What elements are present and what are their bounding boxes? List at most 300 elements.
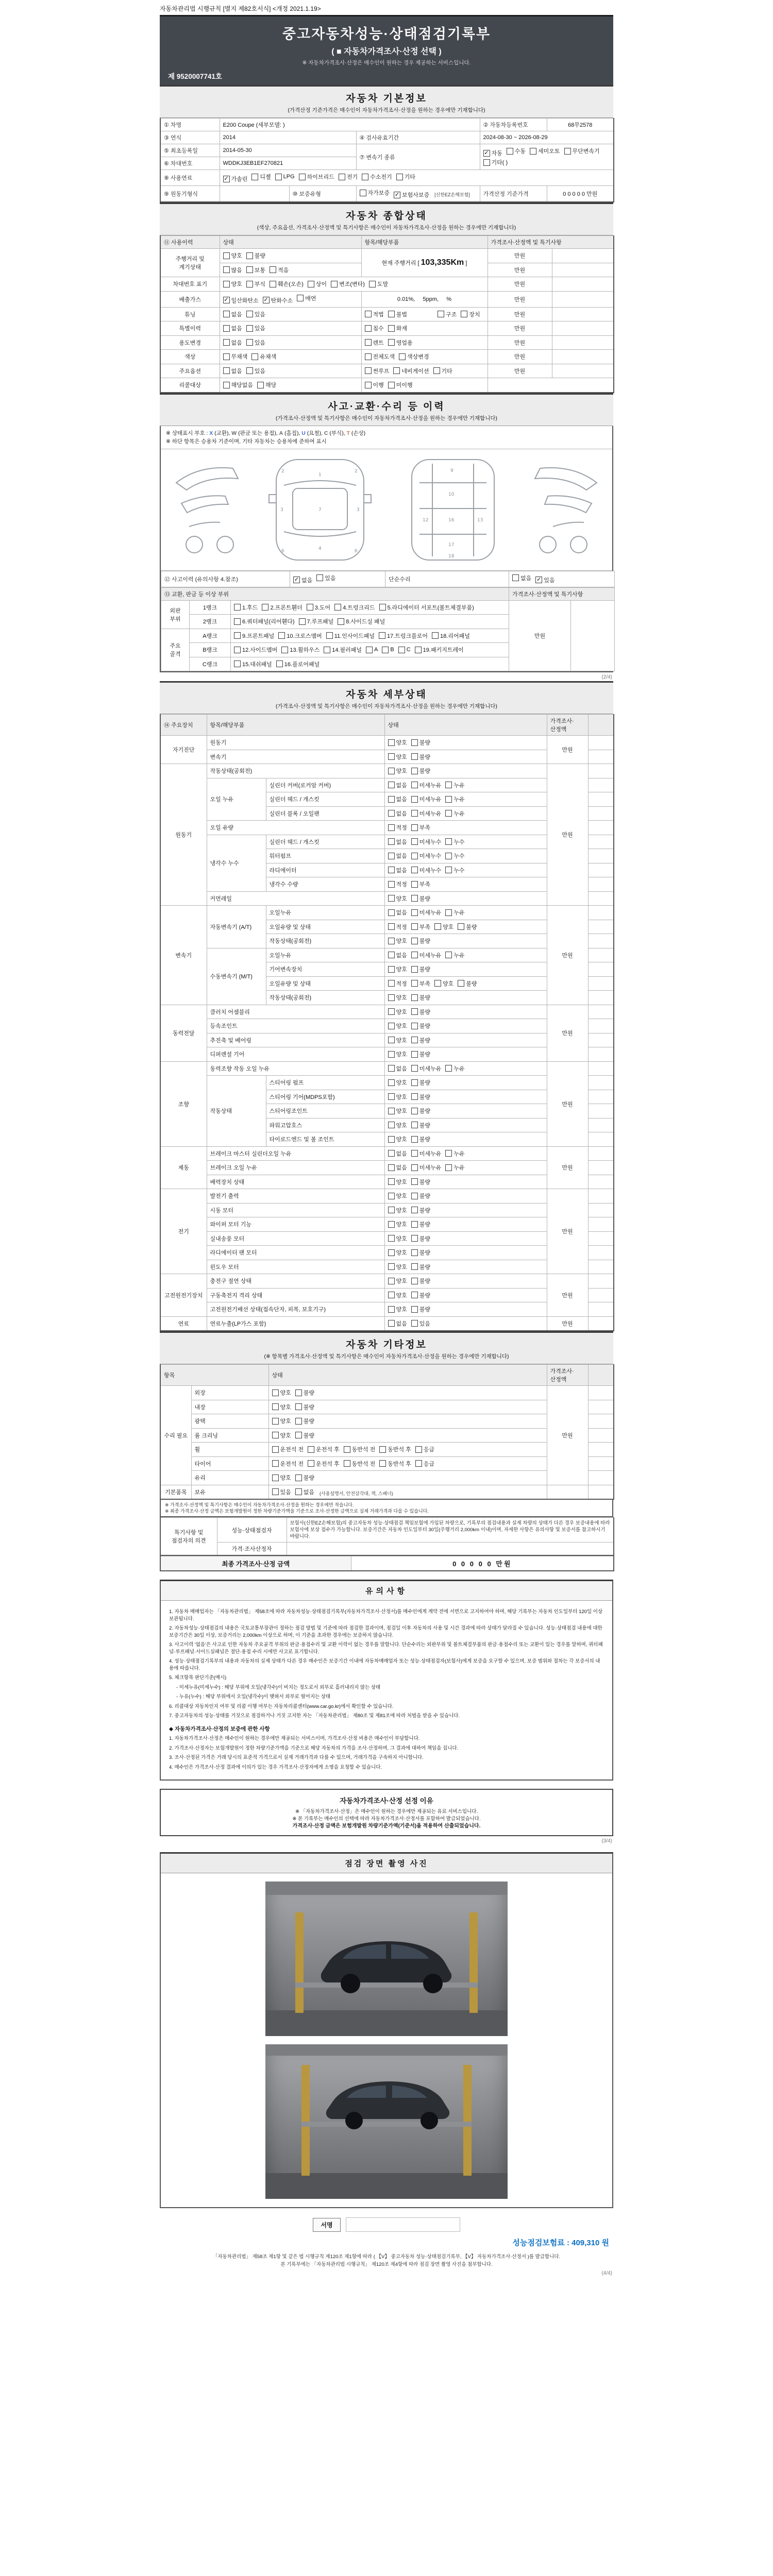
checkbox-네비게이션[interactable] (393, 367, 429, 375)
checkbox-2.프론트휀더[interactable] (262, 603, 302, 612)
checkbox-변조(변타)[interactable] (331, 280, 365, 288)
checkbox-미세누유[interactable] (411, 1163, 442, 1172)
checkbox-세미오토[interactable] (530, 147, 560, 155)
checkbox-label: 불량 (419, 1264, 431, 1270)
cell (290, 571, 385, 587)
checkbox-디젤[interactable] (251, 173, 271, 181)
checkbox-label: 양호 (396, 1080, 407, 1086)
checkbox-불량[interactable] (411, 753, 430, 761)
checkbox-없음[interactable] (388, 1319, 407, 1328)
checkbox-19.패키지트레이[interactable] (415, 646, 464, 654)
checkbox-응급[interactable] (415, 1460, 434, 1468)
checkbox-불량[interactable] (246, 251, 265, 260)
text-line: (교환), (213, 430, 232, 436)
checkbox-1.후드[interactable] (234, 603, 258, 612)
checkbox-불량[interactable] (411, 1220, 430, 1228)
checkbox-있음[interactable] (535, 576, 554, 584)
checkbox-양호[interactable] (223, 280, 242, 288)
checkbox-불량[interactable] (411, 965, 430, 973)
text-line: 2. 가격조사·산정자는 보험개발원이 정한 차량기준가액을 기준으로 해당 자동차의 가격을 조사·산정하며, 그 결과에 대하여 책임을 집니다. (169, 1745, 459, 1751)
checkbox-불량[interactable] (411, 1050, 430, 1058)
checkbox-양호[interactable] (272, 1417, 291, 1425)
checkbox-불량[interactable] (295, 1473, 314, 1482)
checkbox-미세누유[interactable] (411, 951, 442, 959)
checkbox-누수[interactable] (445, 838, 464, 846)
checkbox-적음[interactable] (270, 266, 289, 274)
checkbox-label: 영업용 (396, 340, 413, 346)
checkbox-하이브리드[interactable] (299, 173, 334, 181)
checkbox-운전석 후[interactable] (308, 1460, 340, 1468)
cell: 브레이크 마스터 실린더오일 누유 (207, 1146, 384, 1161)
cell (588, 920, 614, 934)
checkbox-양호[interactable] (388, 1263, 407, 1271)
checkbox-있음[interactable] (246, 310, 265, 318)
checkbox-불량[interactable] (411, 993, 430, 1002)
checkbox-침수[interactable] (365, 324, 384, 332)
checkbox-mark (411, 853, 418, 859)
checkbox-mark: ✓ (394, 191, 400, 198)
checkbox-양호[interactable] (388, 767, 407, 775)
checkbox-전체도색[interactable] (365, 352, 395, 361)
checkbox-label: A (374, 647, 378, 653)
checkbox-기타( )[interactable] (483, 158, 508, 166)
checkbox-있음[interactable] (246, 338, 265, 347)
svg-text:9: 9 (450, 468, 453, 473)
checkbox-누수[interactable] (445, 866, 464, 874)
checkbox-양호[interactable] (388, 1206, 407, 1214)
checkbox-무단변속기[interactable] (564, 147, 600, 155)
cell (384, 920, 547, 934)
checkbox-없음[interactable] (512, 574, 531, 582)
checkbox-mark (396, 174, 403, 180)
svg-text:12: 12 (423, 517, 429, 523)
cell: 타이로드엔드 및 볼 조인트 (266, 1132, 384, 1147)
checkbox-label: 많음 (231, 267, 242, 274)
checkbox-자가보증[interactable] (360, 189, 390, 197)
checkbox-label: 불량 (419, 1193, 431, 1199)
checkbox-양호[interactable] (434, 923, 453, 931)
checkbox-불량[interactable] (411, 1078, 430, 1087)
checkbox-색상변경[interactable] (399, 352, 429, 361)
checkbox-양호[interactable] (388, 1107, 407, 1115)
checkbox-불량[interactable] (411, 1192, 430, 1200)
checkbox-많음[interactable] (223, 266, 242, 274)
checkbox-label: 화재 (396, 326, 408, 332)
checkbox-없음[interactable] (388, 781, 407, 789)
checkbox-LPG[interactable] (275, 174, 295, 180)
checkbox-불량[interactable] (411, 1036, 430, 1044)
checkbox-양호[interactable] (388, 1036, 407, 1044)
cell (588, 1118, 614, 1132)
checkbox-9.프론트패널[interactable] (234, 632, 274, 640)
checkbox-유채색[interactable] (251, 352, 276, 361)
checkbox-미세누유[interactable] (411, 908, 442, 917)
checkbox-부족[interactable] (411, 923, 430, 931)
checkbox-불량[interactable] (411, 1178, 430, 1186)
checkbox-양호[interactable] (272, 1388, 291, 1397)
checkbox-수소전기[interactable] (362, 173, 392, 181)
cell (361, 321, 488, 336)
checkbox-label: C (406, 647, 411, 653)
checkbox-불량[interactable] (411, 1206, 430, 1214)
checkbox-양호[interactable] (223, 251, 242, 260)
checkbox-불량[interactable] (411, 1234, 430, 1243)
checkbox-양호[interactable] (388, 1277, 407, 1285)
checkbox-운전석 전[interactable] (272, 1445, 304, 1453)
cell: ⑨ 원동기형식 (160, 186, 220, 202)
text-line: 1. 자동차 매매업자는 「자동차관리법」 제58조에 따라 자동차성능·상태점검기록부(자동차가격조사·산정서)를 매수인에게 계약 전에 서면으로 고지하여야 하며, 해당 기록부는 자동차 인도일부터 120일 이상 보관됩니다. (169, 1609, 603, 1622)
cell: 배력장치 상태 (207, 1175, 384, 1189)
checkbox-불량[interactable] (411, 1291, 430, 1299)
checkbox-응급[interactable] (415, 1445, 434, 1453)
cell (384, 976, 547, 991)
svg-text:7: 7 (318, 507, 322, 513)
checkbox-있음[interactable] (316, 574, 335, 582)
checkbox-없음[interactable] (223, 324, 242, 332)
checkbox-적정[interactable] (388, 923, 407, 931)
cell: 실린더 헤드 / 개스킷 (266, 835, 384, 849)
checkbox-mark (411, 1093, 418, 1100)
checkbox-동반석 후[interactable] (379, 1460, 411, 1468)
checkbox-4.트렁크리드[interactable] (334, 603, 375, 612)
checkbox-매연[interactable] (297, 294, 316, 302)
cell (384, 1274, 547, 1289)
checkbox-미세누유[interactable] (411, 795, 442, 803)
checkbox-양호[interactable] (388, 993, 407, 1002)
checkbox-있음[interactable] (246, 324, 265, 332)
checkbox-무채색[interactable] (223, 352, 248, 361)
cell (588, 877, 614, 892)
checkbox-양호[interactable] (388, 1291, 407, 1299)
checkbox-label: 누유 (453, 1165, 465, 1171)
checkbox-3.도어[interactable] (307, 603, 330, 612)
checkbox-불량[interactable] (458, 923, 477, 931)
document-title: 중고자동차성능·상태점검기록부 (282, 26, 491, 42)
checkbox-부족[interactable] (411, 979, 430, 988)
checkbox-label: 양호 (280, 1390, 291, 1396)
checkbox-18.리어패널[interactable] (432, 632, 470, 640)
checkbox-없음[interactable] (223, 367, 242, 375)
checkbox-운전석 전[interactable] (272, 1460, 304, 1468)
checkbox-없음[interactable] (295, 1488, 314, 1496)
text-line: 3. 조사·산정된 가격은 거래 당시의 표준적 가격으로서 실제 거래가격과 다를 수 있으며, 거래가격을 구속하지 아니합니다. (169, 1755, 424, 1760)
checkbox-label: 양호 (396, 1094, 407, 1100)
svg-text:6: 6 (354, 548, 358, 554)
checkbox-양호[interactable] (388, 1078, 407, 1087)
checkbox-양호[interactable] (388, 894, 407, 903)
checkbox-mark (411, 1193, 418, 1199)
checkbox-mark (382, 647, 389, 653)
cell: 자동변속기 (A/T) (207, 906, 266, 948)
checkbox-불량[interactable] (411, 1008, 430, 1016)
checkbox-label: 적법 (373, 311, 384, 318)
checkbox-양호[interactable] (388, 937, 407, 945)
checkbox-훼손(오손)[interactable] (270, 280, 304, 288)
cell: 만원 (547, 906, 588, 1005)
checkbox-적법[interactable] (365, 310, 384, 318)
checkbox-화재[interactable] (388, 324, 407, 332)
cell: 항목/해당부품 (361, 236, 488, 249)
checkbox-해당없음[interactable] (223, 381, 254, 389)
checkbox-양호[interactable] (388, 1178, 407, 1186)
checkbox-불법[interactable] (388, 310, 407, 318)
checkbox-누유[interactable] (445, 951, 464, 959)
checkbox-mark (246, 339, 253, 346)
checkbox-B[interactable] (382, 647, 394, 653)
text-line: 「자동차관리법」 제58조 제1항 및 같은 법 시행규칙 제120조 제1항에 따라 ( 【V】 중고자동차 성능·상태점검기록부, 【V】 자동차가격조사·산정서 )를 발급합니다. (212, 2254, 561, 2260)
checkbox-없음[interactable] (388, 1163, 407, 1172)
checkbox-구조[interactable] (438, 310, 457, 318)
checkbox-미세누수[interactable] (411, 838, 442, 846)
checkbox-양호[interactable] (388, 738, 407, 747)
checkbox-불량[interactable] (411, 894, 430, 903)
checkbox-자동[interactable] (483, 149, 502, 157)
checkbox-mark (388, 895, 395, 902)
checkbox-양호[interactable] (272, 1473, 291, 1482)
checkbox-label: 불량 (419, 1222, 431, 1228)
checkbox-불량[interactable] (411, 1263, 430, 1271)
checkbox-A[interactable] (366, 647, 378, 653)
checkbox-누유[interactable] (445, 1149, 464, 1158)
checkbox-불량[interactable] (295, 1388, 314, 1397)
checkbox-썬루프[interactable] (365, 367, 390, 375)
checkbox-불량[interactable] (411, 1121, 430, 1129)
checkbox-label: 기타 (404, 174, 415, 180)
checkbox-양호[interactable] (434, 979, 453, 988)
checkbox-양호[interactable] (388, 1234, 407, 1243)
checkbox-C[interactable] (398, 647, 411, 653)
checkbox-불량[interactable] (295, 1403, 314, 1411)
checkbox-label: 자가보증 (367, 190, 390, 196)
checkbox-label: 양호 (396, 1037, 407, 1044)
checkbox-11.인사이드패널[interactable] (326, 632, 375, 640)
cell (588, 1274, 614, 1289)
checkbox-불량[interactable] (411, 1305, 430, 1313)
checkbox-탄화수소[interactable] (263, 296, 293, 304)
checkbox-동반석 전[interactable] (344, 1445, 376, 1453)
checkbox-양호[interactable] (388, 1192, 407, 1200)
checkbox-미이행[interactable] (388, 381, 413, 389)
checkbox-있음[interactable] (246, 367, 265, 375)
checkbox-label: 누유 (453, 796, 465, 803)
checkbox-label: 적정 (396, 882, 407, 888)
cell (268, 1471, 547, 1485)
checkbox-적정[interactable] (388, 979, 407, 988)
checkbox-불량[interactable] (411, 1022, 430, 1030)
text-line: 가격조사·산정 금액은 보험개발원 차량기준가액(기준서)을 적용하여 산출되었습니다. (292, 1823, 481, 1829)
checkbox-부족[interactable] (411, 880, 430, 888)
checkbox-없음[interactable] (388, 795, 407, 803)
checkbox-label: 불량 (419, 1179, 431, 1185)
checkbox-없음[interactable] (388, 852, 407, 860)
checkbox-동반석 후[interactable] (379, 1445, 411, 1453)
checkbox-mark (388, 1150, 395, 1157)
cell: 주요옵션 (160, 364, 220, 378)
checkbox-영업용[interactable] (388, 338, 413, 347)
checkbox-mark (223, 252, 230, 259)
checkbox-이행[interactable] (365, 381, 384, 389)
checkbox-누수[interactable] (445, 852, 464, 860)
checkbox-누유[interactable] (445, 908, 464, 917)
checkbox-없음[interactable] (388, 866, 407, 874)
checkbox-12.사이드멤버[interactable] (234, 646, 277, 654)
checkbox-누유[interactable] (445, 809, 464, 818)
checkbox-없음[interactable] (388, 951, 407, 959)
checkbox-장치[interactable] (461, 310, 480, 318)
checkbox-렌트[interactable] (365, 338, 384, 347)
section-other-info (160, 1331, 613, 1364)
checkbox-label: 양호 (396, 1278, 407, 1284)
checkbox-양호[interactable] (388, 1093, 407, 1101)
checkbox-보통[interactable] (246, 266, 265, 274)
checkbox-label: 불량 (466, 980, 477, 987)
checkbox-상이[interactable] (308, 280, 327, 288)
cell (268, 1443, 547, 1457)
checkbox-mark (388, 952, 395, 958)
checkbox-일산화탄소[interactable] (223, 296, 259, 304)
checkbox-양호[interactable] (388, 1305, 407, 1313)
checkbox-17.트렁크플로어[interactable] (379, 632, 428, 640)
checkbox-동반석 전[interactable] (344, 1460, 376, 1468)
checkbox-16.플로어패널[interactable] (276, 660, 320, 668)
cell (384, 1033, 547, 1047)
section-title: 자동차 기본정보 (346, 93, 427, 104)
checkbox-없음[interactable] (223, 338, 242, 347)
checkbox-미세누유[interactable] (411, 781, 442, 789)
cell (588, 891, 614, 906)
checkbox-적정[interactable] (388, 823, 407, 832)
checkbox-mark (411, 796, 418, 803)
checkbox-양호[interactable] (388, 965, 407, 973)
checkbox-7.루프패널[interactable] (299, 617, 334, 625)
checkbox-부식[interactable] (246, 280, 265, 288)
car-diagram-front-parts (166, 454, 251, 565)
checkbox-label: 양호 (396, 1122, 407, 1129)
checkbox-없음[interactable] (388, 809, 407, 818)
checkbox-불량[interactable] (295, 1417, 314, 1425)
checkbox-전기[interactable] (339, 173, 358, 181)
checkbox-불량[interactable] (411, 937, 430, 945)
signature-box[interactable] (346, 2217, 460, 2232)
checkbox-없음[interactable] (388, 1064, 407, 1073)
inspection-photo-1 (265, 1882, 508, 2036)
cell (268, 1400, 547, 1414)
checkbox-10.크로스멤버[interactable] (278, 632, 322, 640)
checkbox-도말[interactable] (369, 280, 388, 288)
checkbox-없음[interactable] (388, 838, 407, 846)
checkbox-label: 누유 (453, 1065, 465, 1072)
checkbox-양호[interactable] (388, 1135, 407, 1143)
checkbox-mark (295, 1432, 302, 1438)
checkbox-불량[interactable] (411, 1248, 430, 1257)
cell: 오일 누유 (207, 778, 266, 821)
checkbox-label: 적정 (396, 980, 407, 987)
checkbox-mark (388, 782, 395, 788)
checkbox-mark (234, 660, 241, 667)
checkbox-양호[interactable] (388, 1008, 407, 1016)
cell: 브레이크 오일 누유 (207, 1161, 384, 1175)
checkbox-미세누유[interactable] (411, 1064, 442, 1073)
checkbox-가솔린[interactable] (223, 175, 248, 183)
cell: C랭크 (190, 657, 231, 671)
checkbox-8.사이드실 패널[interactable] (338, 617, 385, 625)
checkbox-있음[interactable] (411, 1319, 430, 1328)
checkbox-불량[interactable] (411, 1107, 430, 1115)
checkbox-불량[interactable] (411, 738, 430, 747)
checkbox-양호[interactable] (388, 1248, 407, 1257)
checkbox-미세누유[interactable] (411, 809, 442, 818)
checkbox-label: 누수 (453, 839, 465, 845)
checkbox-수동[interactable] (507, 147, 526, 155)
checkbox-13.휠하우스[interactable] (281, 646, 320, 654)
checkbox-미세누수[interactable] (411, 866, 442, 874)
checkbox-누유[interactable] (445, 795, 464, 803)
checkbox-양호[interactable] (388, 753, 407, 761)
checkbox-부족[interactable] (411, 823, 430, 832)
checkbox-불량[interactable] (295, 1431, 314, 1439)
section-subtitle: (가격조사·산정액 및 특기사항은 매수인이 자동차가격조사·산정을 원하는 경우에만 기재합니다) (276, 703, 497, 709)
checkbox-없음[interactable] (388, 1149, 407, 1158)
checkbox-양호[interactable] (388, 1121, 407, 1129)
checkbox-기타[interactable] (396, 173, 415, 181)
checkbox-label: 없음 (301, 577, 313, 584)
checkbox-mark (411, 753, 418, 760)
checkbox-mark (295, 1389, 302, 1396)
checkbox-보험사보증[interactable] (394, 191, 429, 199)
cell: ⑬ 교환, 판금 등 이상 부위 (161, 587, 509, 600)
checkbox-불량[interactable] (411, 767, 430, 775)
checkbox-양호[interactable] (388, 1022, 407, 1030)
checkbox-5.라디에이터 서포트(볼트체결부품)[interactable] (379, 603, 474, 612)
checkbox-불량[interactable] (411, 1093, 430, 1101)
checkbox-없음[interactable] (388, 908, 407, 917)
checkbox-6.쿼터패널(리어휀다)[interactable] (234, 617, 295, 625)
checkbox-없음[interactable] (293, 576, 312, 584)
checkbox-없음[interactable] (223, 310, 242, 318)
checkbox-mark (388, 325, 395, 332)
cell: 커먼레일 (207, 891, 384, 906)
checkbox-양호[interactable] (388, 1220, 407, 1228)
checkbox-mark: ✓ (484, 149, 489, 156)
checkbox-label: 19.패키지트레이 (423, 647, 464, 653)
checkbox-미세누수[interactable] (411, 852, 442, 860)
checkbox-14.필러패널[interactable] (324, 646, 362, 654)
checkbox-양호[interactable] (272, 1431, 291, 1439)
checkbox-불량[interactable] (458, 979, 477, 988)
checkbox-양호[interactable] (388, 1050, 407, 1058)
checkbox-누유[interactable] (445, 1163, 464, 1172)
cell: 휠 (191, 1443, 268, 1457)
checkbox-기타[interactable] (433, 367, 452, 375)
checkbox-미세누유[interactable] (411, 1149, 442, 1158)
cell (220, 364, 361, 378)
checkbox-15.대쉬패널[interactable] (234, 660, 272, 668)
cell: 동력조향 작동 오일 누유 (207, 1061, 384, 1076)
checkbox-누유[interactable] (445, 1064, 464, 1073)
checkbox-있음[interactable] (272, 1488, 291, 1496)
checkbox-적정[interactable] (388, 880, 407, 888)
checkbox-label: 전체도색 (373, 354, 395, 360)
checkbox-불량[interactable] (411, 1277, 430, 1285)
checkbox-mark (365, 325, 372, 332)
cell (588, 1047, 614, 1062)
checkbox-누유[interactable] (445, 781, 464, 789)
checkbox-운전석 후[interactable] (308, 1445, 340, 1453)
checkbox-불량[interactable] (411, 1135, 430, 1143)
cell: 와이퍼 모터 기능 (207, 1217, 384, 1232)
checkbox-해당[interactable] (257, 381, 276, 389)
checkbox-양호[interactable] (272, 1403, 291, 1411)
